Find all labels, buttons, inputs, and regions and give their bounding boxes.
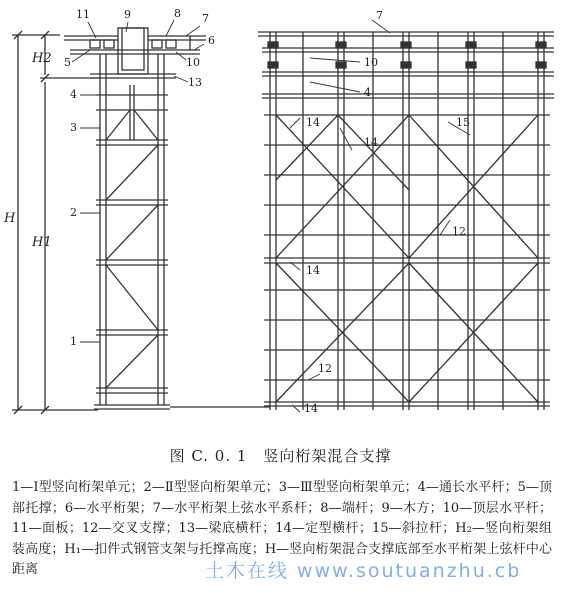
callout-4: 4 bbox=[70, 88, 77, 101]
callout-9: 9 bbox=[124, 8, 131, 21]
callout-r14a: 14 bbox=[306, 116, 320, 129]
figure-caption: 图 C. 0. 1 竖向桁架混合支撑 bbox=[169, 447, 392, 465]
leader-lines bbox=[72, 20, 470, 412]
dimension-labels bbox=[3, 51, 52, 250]
callout-r12b: 12 bbox=[318, 362, 332, 375]
callout-7: 7 bbox=[202, 12, 209, 25]
callout-r14d: 14 bbox=[304, 402, 318, 415]
callout-r10: 10 bbox=[364, 56, 378, 69]
scaffold-frame bbox=[258, 32, 554, 410]
label-H: H bbox=[4, 211, 16, 226]
figure-legend: 1—Ⅰ型竖向桁架单元；2—Ⅱ型竖向桁架单元；3—Ⅲ型竖向桁架单元；4—通长水平杆；5—顶部托撑；6—水平桁架；7—水平桁架上弦水平系杆；8—端杆；9—木方；10—顶层水平杆；11—面板；12—交叉支撑；13—梁底横杆；14—定型横杆；15—斜拉杆；H₂—竖向桁架组装高度；H₁—扣件式钢管支架与托撑高度；H—竖向桁架混合支撑底部至水平桁架上弦杆中心距离 bbox=[12, 480, 552, 577]
top-clamps bbox=[268, 42, 546, 68]
callout-13: 13 bbox=[188, 76, 202, 89]
label-H2: H2 bbox=[32, 51, 52, 66]
callout-r15: 15 bbox=[456, 116, 470, 129]
callout-1: 1 bbox=[70, 335, 77, 348]
dimension-lines bbox=[12, 31, 98, 414]
label-H1: H1 bbox=[32, 235, 52, 250]
callout-2: 2 bbox=[70, 206, 77, 219]
callout-r12a: 12 bbox=[452, 225, 466, 238]
callout-10: 10 bbox=[186, 56, 200, 69]
callout-5: 5 bbox=[64, 56, 71, 69]
callout-r14b: 14 bbox=[364, 136, 378, 149]
callout-11: 11 bbox=[76, 8, 90, 21]
callout-r4: 4 bbox=[364, 86, 371, 99]
callout-3: 3 bbox=[70, 121, 77, 134]
watermark: 土木在线 www.soutuanzhu.cb bbox=[205, 560, 522, 582]
vertical-truss-tower bbox=[94, 70, 270, 409]
callout-8: 8 bbox=[174, 7, 181, 20]
callout-r14c: 14 bbox=[306, 264, 320, 277]
callout-6: 6 bbox=[208, 34, 215, 47]
callout-r7: 7 bbox=[376, 9, 383, 22]
